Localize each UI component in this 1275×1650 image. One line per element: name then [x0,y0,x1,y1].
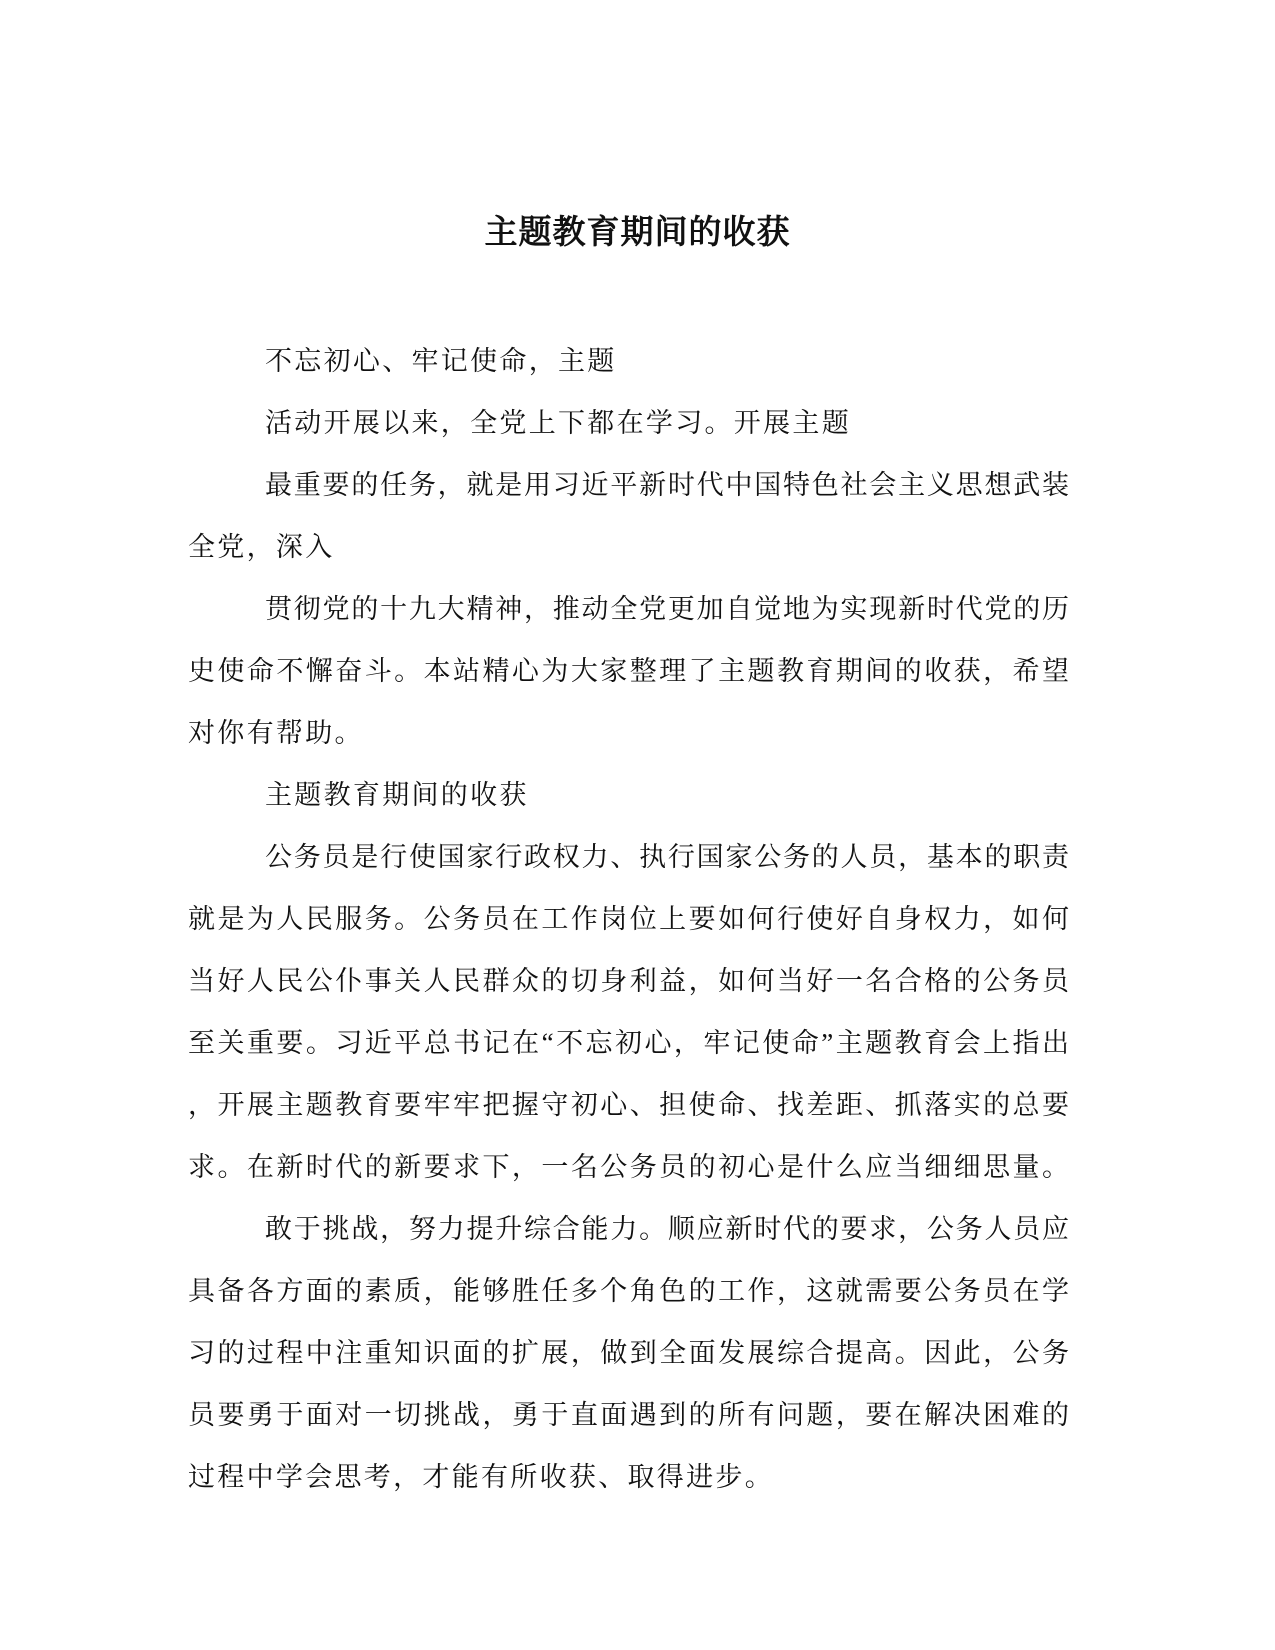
text-line: 贯彻党的十九大精神，推动全党更加自觉地为实现新时代党的历 [265,594,1069,624]
text-line: ，开展主题教育要牢牢把握守初心、担使命、找差距、抓落实的总要 [188,1090,1069,1120]
text-line: 全党，深入 [188,532,335,562]
text-line: 当好人民公仆事关人民群众的切身利益，如何当好一名合格的公务员 [188,966,1069,996]
text-line: 公务员是行使国家行政权力、执行国家公务的人员，基本的职责 [265,842,1069,872]
text-line: 主题教育期间的收获 [265,780,529,810]
text-line: 过程中学会思考，才能有所收获、取得进步。 [188,1462,774,1492]
text-line: 史使命不懈奋斗。本站精心为大家整理了主题教育期间的收获，希望 [188,656,1069,686]
text-line: 至关重要。习近平总书记在“不忘初心，牢记使命”主题教育会上指出 [188,1028,1069,1058]
text-line: 敢于挑战，努力提升综合能力。顺应新时代的要求，公务人员应 [265,1214,1069,1244]
text-line: 不忘初心、牢记使命，主题 [265,346,617,376]
text-line: 对你有帮助。 [188,718,364,748]
document-body [188,330,1069,1508]
text-line: 员要勇于面对一切挑战，勇于直面遇到的所有问题，要在解决困难的 [188,1400,1069,1430]
text-line: 最重要的任务，就是用习近平新时代中国特色社会主义思想武装 [265,470,1069,500]
text-line: 习的过程中注重知识面的扩展，做到全面发展综合提高。因此，公务 [188,1338,1069,1368]
text-line: 求。在新时代的新要求下，一名公务员的初心是什么应当细细思量。 [188,1152,1069,1182]
text-line: 活动开展以来，全党上下都在学习。开展主题 [265,408,851,438]
text-line: 具备各方面的素质，能够胜任多个角色的工作，这就需要公务员在学 [188,1276,1069,1306]
document-title: 主题教育期间的收获 [484,213,791,250]
text-line: 就是为人民服务。公务员在工作岗位上要如何行使好自身权力，如何 [188,904,1069,934]
